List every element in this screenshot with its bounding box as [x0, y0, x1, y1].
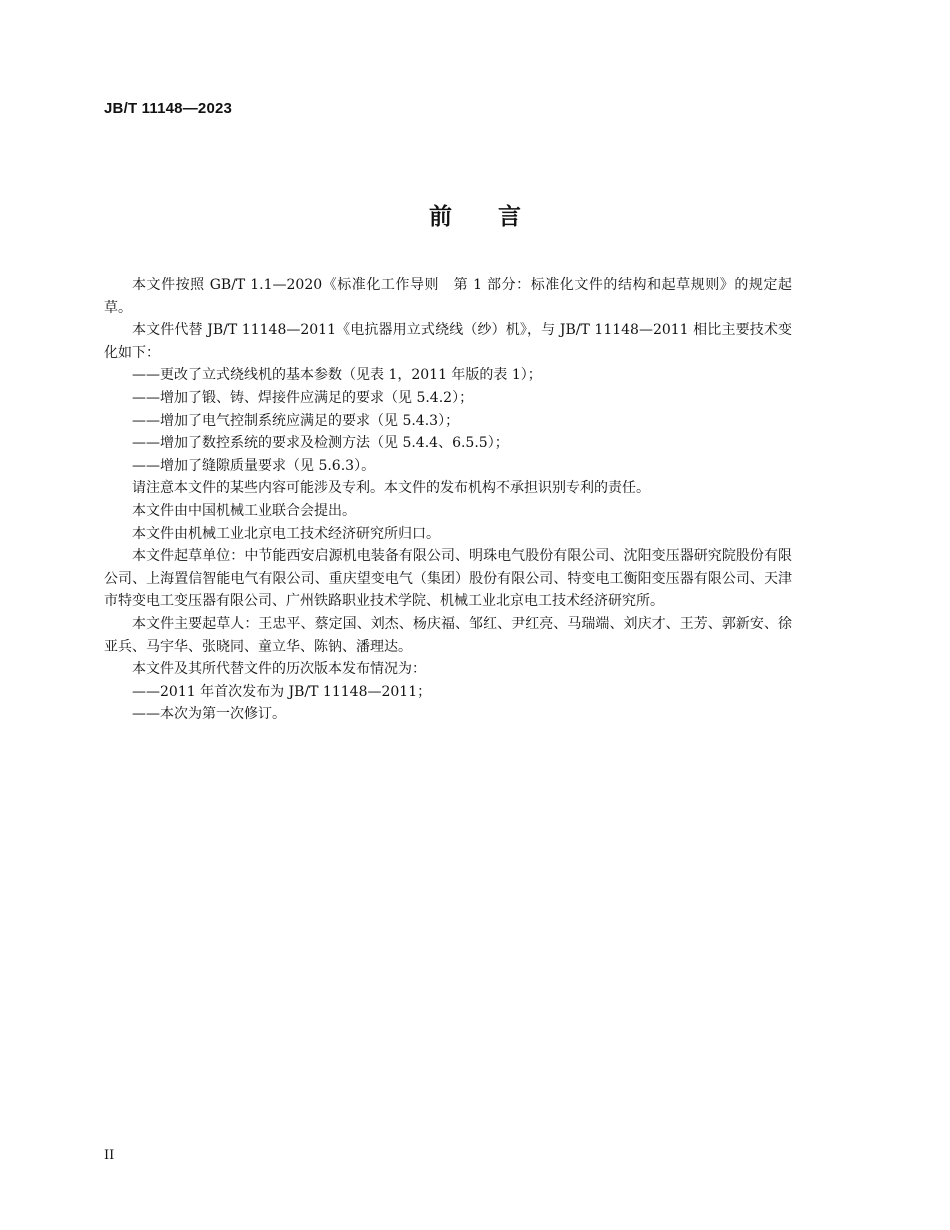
proposer-statement: 本文件由中国机械工业联合会提出。: [132, 502, 356, 519]
history-item: ——本次为第一次修订。: [132, 706, 286, 723]
administrator-statement: 本文件由机械工业北京电工技术经济研究所归口。: [132, 525, 440, 542]
change-item: ——增加了锻、铸、焊接件应满足的要求（见 5.4.2）；: [132, 389, 474, 406]
change-item: ——增加了数控系统的要求及检测方法（见 5.4.4、6.5.5）；: [132, 435, 509, 452]
page-title: 前 言: [429, 203, 521, 230]
replacement-paragraph: 本文件代替 JB/T 11148—2011《电抗器用立式绕线（纱）机》，与 JB/T 11148—2011 相比主要技术变化如下：: [104, 322, 792, 361]
change-item: ——更改了立式绕线机的基本参数（见表 1，2011 年版的表 1）；: [132, 367, 542, 384]
history-item: ——2011 年首次发布为 JB/T 11148—2011；: [132, 683, 432, 700]
foreword-body: [104, 274, 792, 726]
change-item: ——增加了缝隙质量要求（见 5.6.3）。: [132, 457, 376, 474]
drafting-rules-paragraph: 本文件按照 GB/T 1.1—2020《标准化工作导则 第 1 部分：标准化文件的结构和起草规则》的规定起草。: [104, 277, 792, 316]
patent-notice: 请注意本文件的某些内容可能涉及专利。本文件的发布机构不承担识别专利的责任。: [132, 480, 650, 497]
standard-number: JB/T 11148—2023: [104, 100, 233, 117]
page-number: II: [104, 1148, 115, 1163]
change-item: ——增加了电气控制系统应满足的要求（见 5.4.3）；: [132, 412, 460, 429]
history-intro: 本文件及其所代替文件的历次版本发布情况为：: [132, 661, 426, 678]
drafting-units: 本文件起草单位：中节能西安启源机电装备有限公司、明珠电气股份有限公司、沈阳变压器研究院股份有限公司、上海置信智能电气有限公司、重庆望变电气（集团）股份有限公司、特变电工衡阳变压器有限公司、天津市特变电工变压器有限公司、广州铁路职业技术学院、机械工业北京电工技术经济研究所。: [104, 548, 792, 610]
drafters: 本文件主要起草人：王忠平、蔡定国、刘杰、杨庆福、邹红、尹红亮、马瑞端、刘庆才、王芳、郭新安、徐亚兵、马宇华、张晓同、童立华、陈钠、潘理达。: [104, 615, 792, 655]
